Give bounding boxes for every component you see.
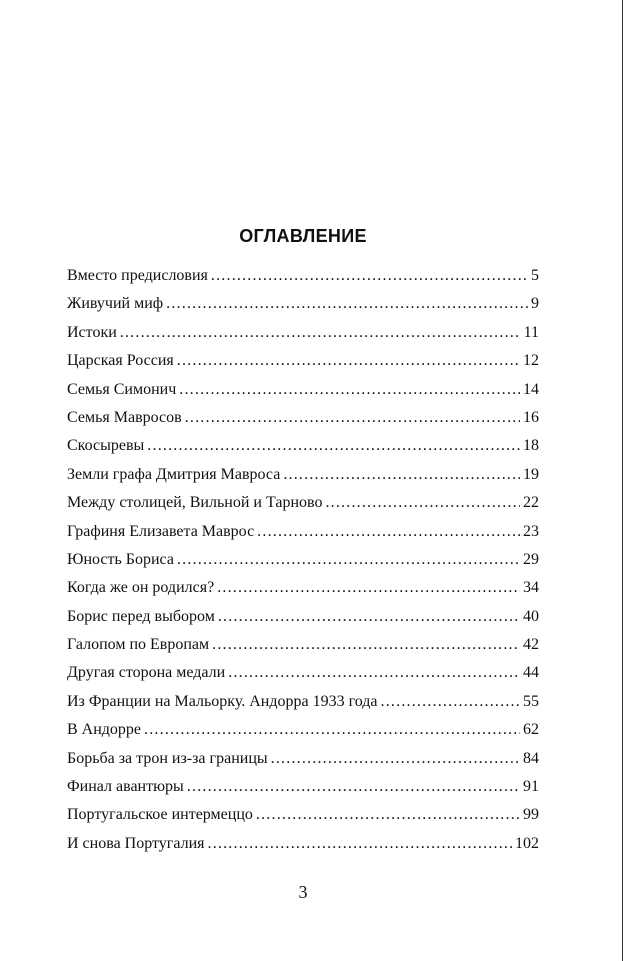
toc-entry-page: 16 (523, 408, 539, 426)
toc-entry-page: 91 (523, 778, 539, 796)
toc-entry (67, 830, 539, 858)
toc-dot-leader (187, 773, 520, 801)
toc-dot-leader (120, 319, 521, 347)
toc-entry-page: 55 (523, 692, 539, 710)
toc-entry-title: И снова Португалия (67, 834, 205, 852)
toc-dot-leader (208, 830, 513, 858)
toc-entry-title: Семья Мавросов (67, 408, 182, 426)
page-number: 3 (298, 882, 308, 902)
toc-entry (67, 489, 539, 517)
toc-entry-page: 12 (523, 352, 539, 370)
toc-entry-title: Другая сторона медали (67, 664, 226, 682)
toc-entry-title: Истоки (67, 323, 117, 341)
toc-entry-title: Между столицей, Вильной и Тарново (67, 494, 323, 512)
toc-entry (67, 546, 539, 574)
toc-entry-page: 99 (523, 806, 539, 824)
toc-dot-leader (218, 603, 520, 631)
toc-entry-title: Из Франции на Мальорку. Андорра 1933 года (67, 692, 378, 710)
toc-entry (67, 716, 539, 744)
toc-entry-page: 40 (523, 607, 539, 625)
toc-dot-leader (271, 745, 520, 773)
toc-entry (67, 319, 539, 347)
toc-entry-page: 84 (523, 749, 539, 767)
toc-entry-page: 22 (523, 494, 539, 512)
toc-dot-leader (144, 716, 520, 744)
toc-entry (67, 659, 539, 687)
page-title: ОГЛАВЛЕНИЕ (239, 226, 367, 246)
toc-entry (67, 603, 539, 631)
toc-entry (67, 376, 539, 404)
page-edge-line (622, 0, 623, 961)
toc-dot-leader (179, 376, 520, 404)
toc-entry (67, 745, 539, 773)
toc-entry (67, 262, 539, 290)
toc-entry-page: 34 (523, 579, 539, 597)
toc-entry-title: Семья Симонич (67, 380, 177, 398)
toc-entry-title: Борьба за трон из-за границы (67, 749, 268, 767)
toc-entry (67, 631, 539, 659)
toc-entry-title: Юность Бориса (67, 550, 174, 568)
toc-dot-leader (185, 404, 520, 432)
toc-entry-title: Португальское интермеццо (67, 806, 253, 824)
toc-dot-leader (325, 489, 520, 517)
toc-entry-title: Царская Россия (67, 352, 174, 370)
toc-entry-title: Финал авантюры (67, 778, 184, 796)
toc-entry (67, 773, 539, 801)
toc-dot-leader (256, 801, 520, 829)
toc-entry-page: 19 (523, 465, 539, 483)
toc-entry-page: 42 (523, 636, 539, 654)
toc-dot-leader (147, 432, 520, 460)
toc-entry-title: Галопом по Европам (67, 636, 210, 654)
toc-dot-leader (177, 546, 520, 574)
toc-entry-page: 62 (523, 721, 539, 739)
toc-entry (67, 290, 539, 318)
toc-dot-leader (381, 688, 520, 716)
toc-entry-page: 44 (523, 664, 539, 682)
toc-entry (67, 688, 539, 716)
toc-dot-leader (212, 631, 520, 659)
toc-dot-leader (228, 659, 520, 687)
toc-entry-page: 29 (523, 550, 539, 568)
toc-entry (67, 574, 539, 602)
toc-entry-title: В Андорре (67, 721, 142, 739)
toc-dot-leader (211, 262, 528, 290)
toc-entry-page: 102 (515, 834, 539, 852)
toc-entry (67, 347, 539, 375)
toc-entry (67, 461, 539, 489)
toc-entry (67, 432, 539, 460)
toc-entry-page: 11 (523, 323, 539, 341)
toc-entry-title: Скосыревы (67, 437, 145, 455)
toc-entry-page: 5 (531, 267, 539, 284)
toc-entry-title: Живучий миф (67, 295, 164, 313)
toc-entry-page: 9 (531, 295, 539, 313)
toc-entry-page: 23 (523, 522, 539, 540)
toc-entry-title: Графиня Елизавета Маврос (67, 522, 255, 540)
toc-dot-leader (217, 574, 520, 602)
toc-entry-title: Борис перед выбором (67, 607, 215, 625)
toc-entry (67, 404, 539, 432)
toc-entry-page: 14 (523, 380, 539, 398)
toc-dot-leader (283, 461, 520, 489)
toc-entry-title: Когда же он родился? (67, 579, 215, 597)
table-of-contents (67, 262, 539, 858)
toc-dot-leader (177, 347, 520, 375)
toc-entry-page: 18 (523, 437, 539, 455)
toc-dot-leader (257, 518, 520, 546)
toc-dot-leader (166, 290, 528, 318)
toc-entry (67, 518, 539, 546)
toc-entry-title: Вместо предисловия (67, 267, 208, 284)
toc-entry (67, 801, 539, 829)
toc-entry-title: Земли графа Дмитрия Мавроса (67, 465, 281, 483)
